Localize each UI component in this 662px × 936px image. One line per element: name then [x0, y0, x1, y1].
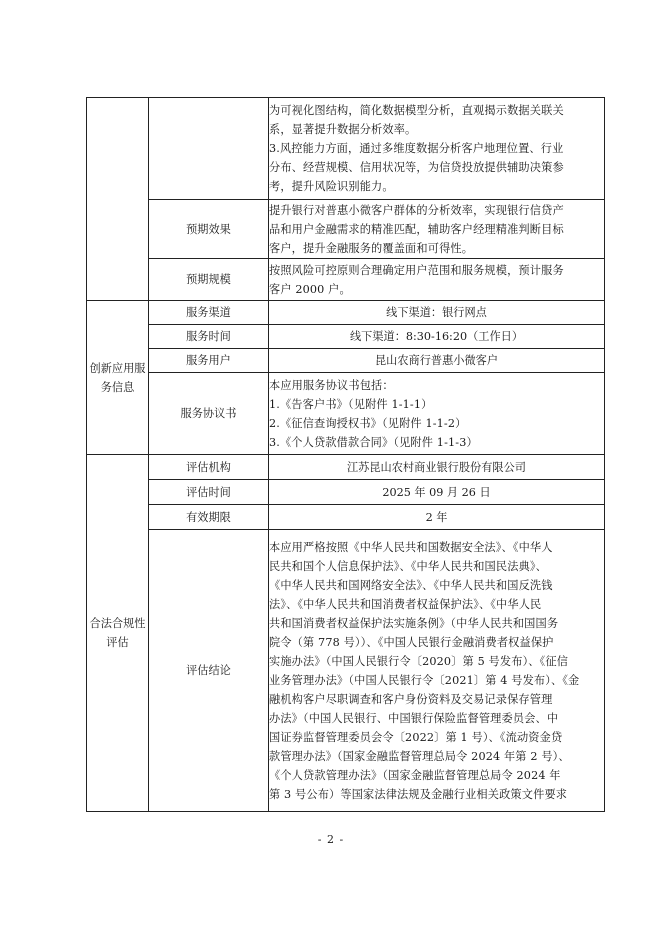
service-agreement-label: 服务协议书: [149, 373, 269, 455]
service-agreement-text: 本应用服务协议书包括： 1.《告客户书》（见附件 1-1-1） 2.《征信查询授权书》（见附件 1-1-2） 3.《个人贷款借款合同》（见附件 1-1-3）: [269, 373, 605, 455]
service-time-value: 线下渠道：8:30-16:20（工作日）: [269, 325, 605, 349]
validity-period-label: 有效期限: [149, 505, 269, 530]
page-number: - 2 -: [317, 833, 345, 846]
table-row: [87, 200, 605, 259]
table-row: [87, 325, 605, 349]
service-channel-label: 服务渠道: [149, 301, 269, 325]
table-row: [87, 455, 605, 480]
table-row: [87, 301, 605, 325]
blank-label-cell: [149, 98, 269, 200]
expected-effect-label: 预期效果: [149, 200, 269, 259]
service-user-value: 昆山农商行普惠小微客户: [269, 349, 605, 373]
application-info-table: [86, 97, 605, 812]
assessment-date-value: 2025 年 09 月 26 日: [269, 480, 605, 505]
table-row: [87, 259, 605, 301]
table-row: [87, 505, 605, 530]
assessment-conclusion-label: 评估结论: [149, 530, 269, 812]
table-row: [87, 349, 605, 373]
validity-period-value: 2 年: [269, 505, 605, 530]
assessment-conclusion-text: 本应用严格按照《中华人民共和国数据安全法》、《中华人 民共和国个人信息保护法》、《中华人民共和国民法典》、 《中华人民共和国网络安全法》、《中华人民共和国反洗钱 法》、《中华人民共和国消费者权益保护法》、《中华人民 共和国消费者权益保护法实施条例》（中华人民共和国国务 院令（第 778 号））、《中国人民银行金融消费者权益保护 实施办法》（中国人民银行令〔2020〕第 5 号发布）、《征信 业务管理办法》（中国人民银行令〔2021〕第 4 号发布）、《金 融机构客户尽职调查和客户身份资料及交易记录保存管理 办法》（中国人民银行、中国银行保险监督管理委员会、中 国证券监督管理委员会令〔2022〕第 1 号）、《流动资金贷 款管理办法》（国家金融监督管理总局令 2024 年第 2 号）、 《个人贷款管理办法》（国家金融监督管理总局令 2024 年 第 3 号公布）等国家法律法规及金融行业相关政策文件要求: [269, 530, 605, 812]
assessment-org-value: 江苏昆山农村商业银行股份有限公司: [269, 455, 605, 480]
compliance-category: 合法合规性评估: [87, 455, 149, 812]
table-row: [87, 530, 605, 812]
assessment-org-label: 评估机构: [149, 455, 269, 480]
service-info-category: 创新应用服务信息: [87, 301, 149, 455]
table-row: [87, 98, 605, 200]
expected-effect-text: 提升银行对普惠小微客户群体的分析效率，实现银行信贷产 品和用户金融需求的精准匹配，辅助客户经理精准判断目标 客户，提升金融服务的覆盖面和可得性。: [269, 200, 605, 259]
continuation-text: 为可视化图结构，简化数据模型分析，直观揭示数据关联关 系，显著提升数据分析效率。 3.风控能力方面，通过多维度数据分析客户地理位置、行业 分布、经营规模、信用状况等，为信贷投放提供辅助决策参 考，提升风险识别能力。: [269, 98, 605, 200]
table-row: [87, 373, 605, 455]
assessment-date-label: 评估时间: [149, 480, 269, 505]
blank-category-cell: [87, 98, 149, 301]
service-time-label: 服务时间: [149, 325, 269, 349]
table-row: [87, 480, 605, 505]
service-user-label: 服务用户: [149, 349, 269, 373]
expected-scale-label: 预期规模: [149, 259, 269, 301]
expected-scale-text: 按照风险可控原则合理确定用户范围和服务规模，预计服务 客户 2000 户。: [269, 259, 605, 301]
service-channel-value: 线下渠道：银行网点: [269, 301, 605, 325]
